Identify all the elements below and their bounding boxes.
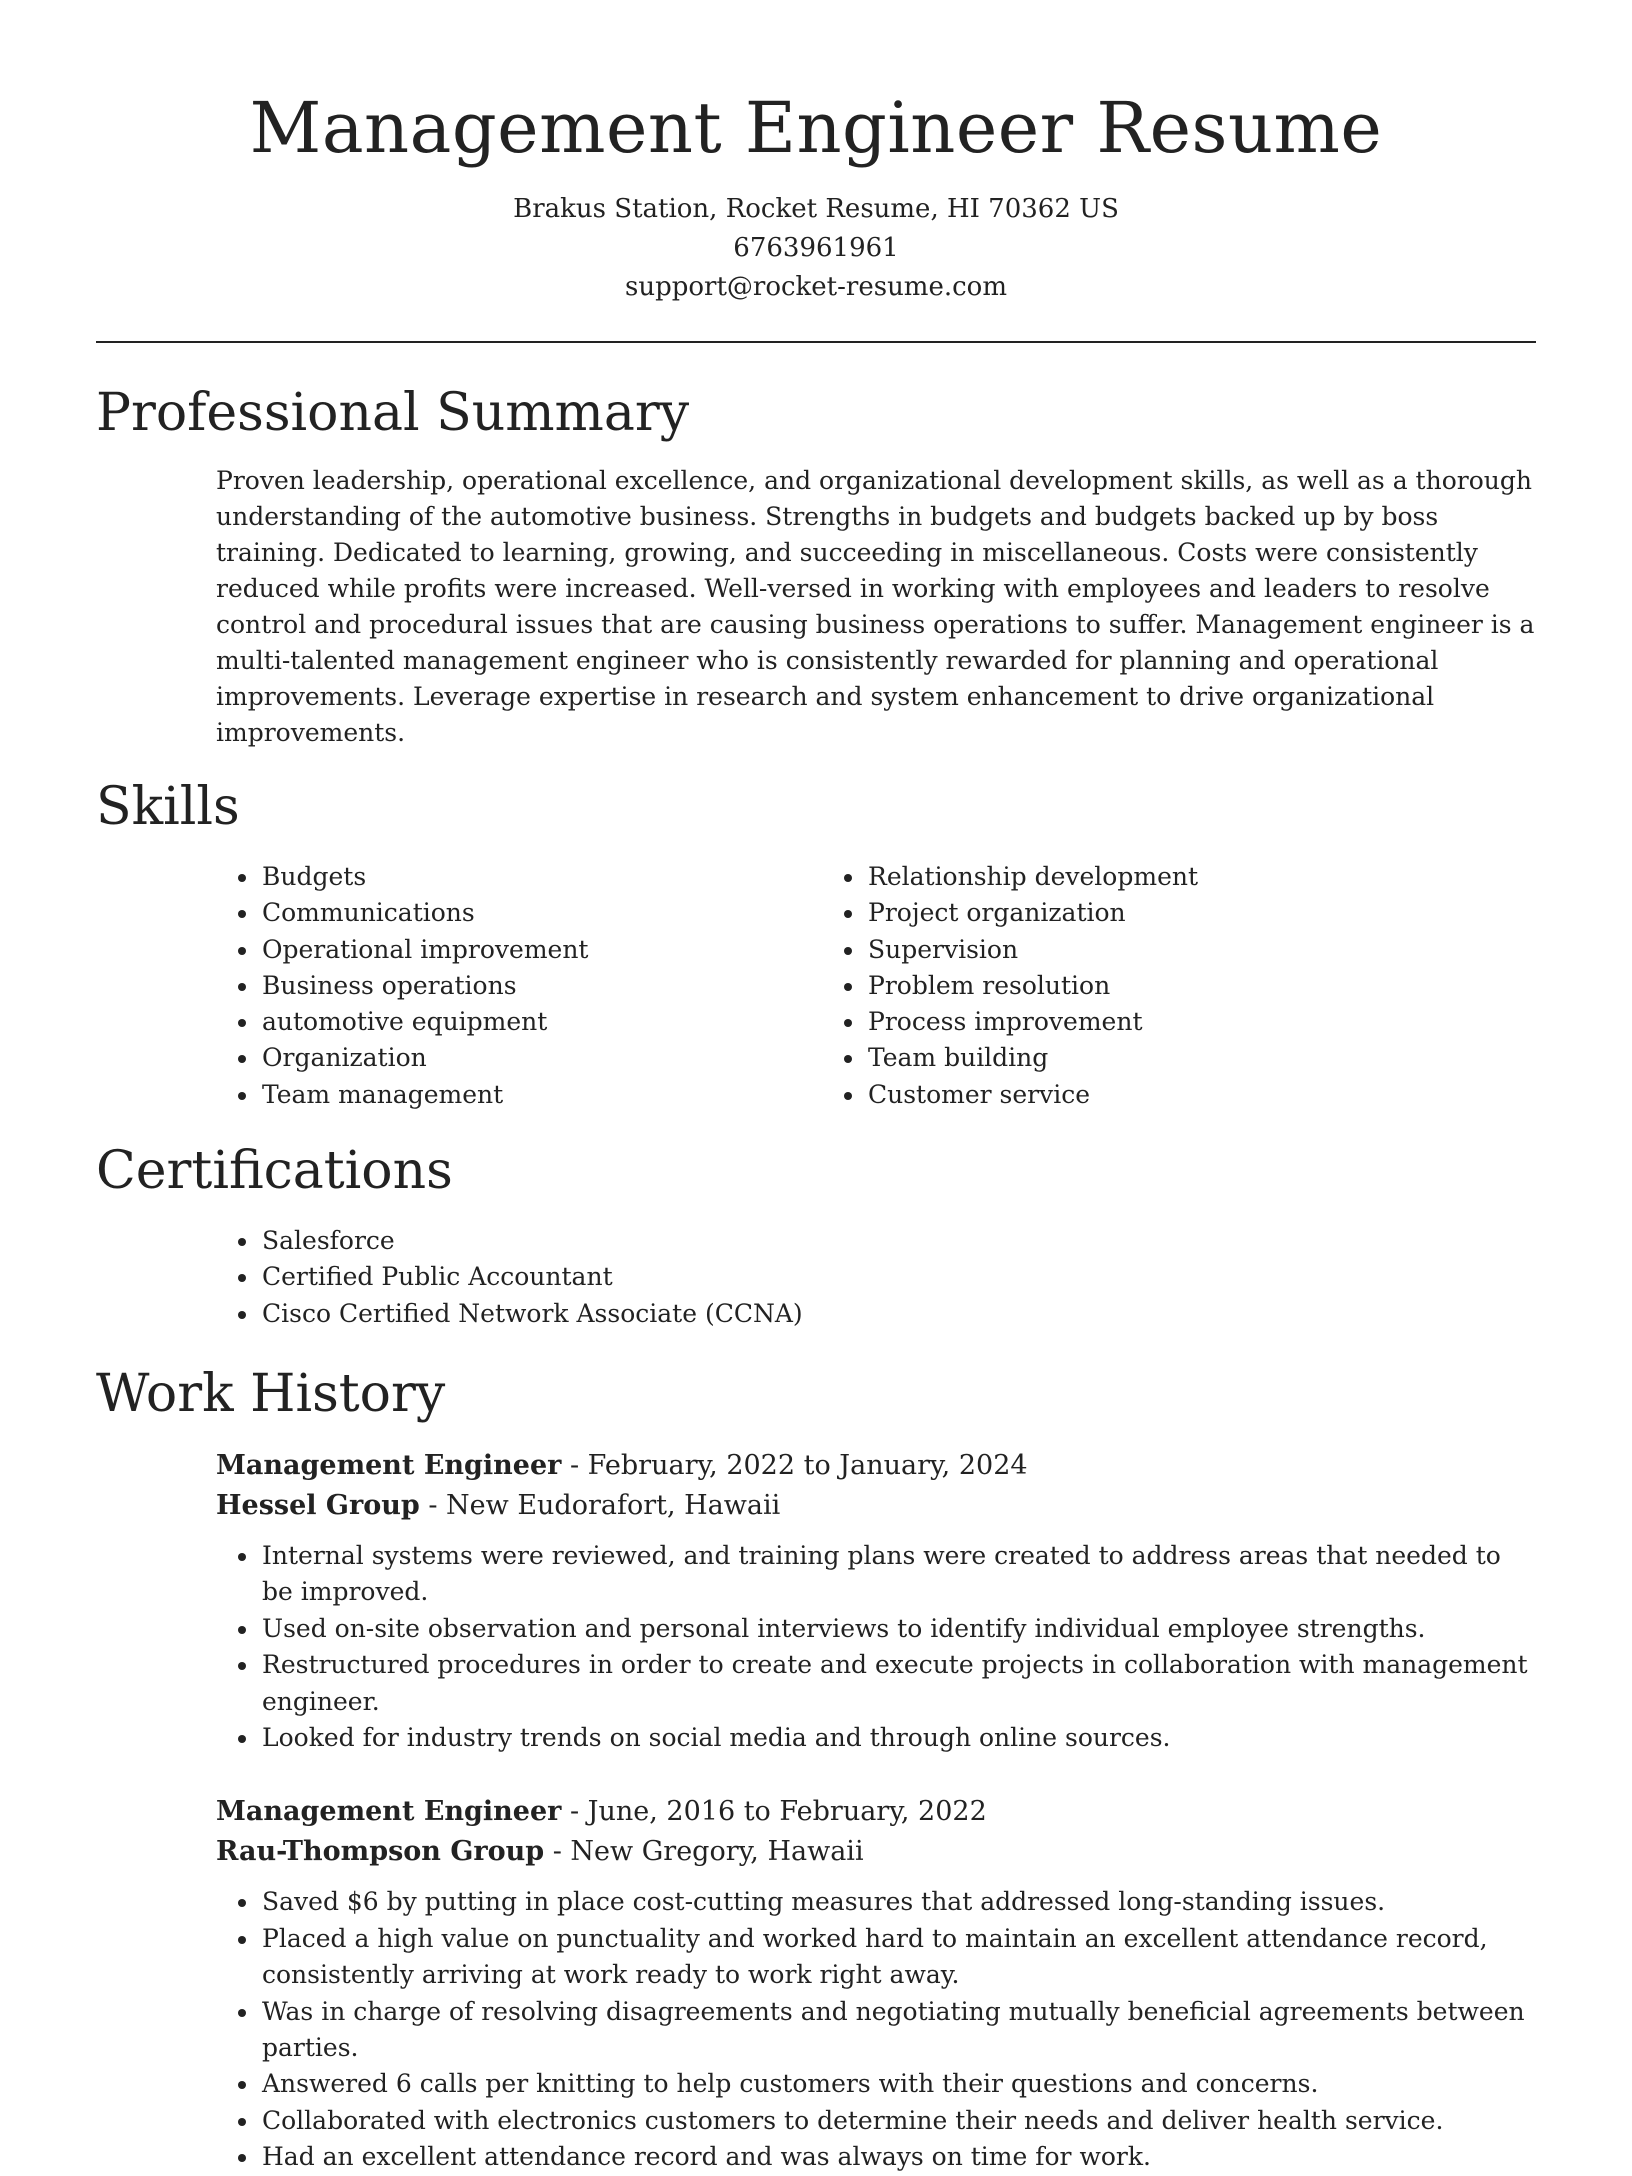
certification-item: • Salesforce <box>260 1223 1536 1259</box>
job-entry <box>216 1792 1536 2175</box>
certification-item: • Certified Public Accountant <box>260 1259 1536 1295</box>
job-company: Rau-Thompson Group <box>216 1836 545 1868</box>
skills-heading: Skills <box>96 777 240 837</box>
skill-item: • Business operations <box>260 968 822 1004</box>
job-dates: - February, 2022 to January, 2024 <box>561 1449 1028 1481</box>
job-entry <box>216 1446 1536 1756</box>
skill-item: • Organization <box>260 1040 822 1076</box>
email: support@rocket-resume.com <box>624 272 1007 302</box>
job-bullet: • Saved $6 by putting in place cost-cutting measures that addressed long-standing issues. <box>260 1884 1536 1920</box>
job-bullets <box>216 1538 1536 1756</box>
certification-item: • Cisco Certified Network Associate (CCNA) <box>260 1296 1536 1332</box>
job-company: Hessel Group <box>216 1489 420 1521</box>
header-divider <box>96 341 1536 343</box>
job-location: - New Gregory, Hawaii <box>544 1836 864 1868</box>
job-bullet: • Restructured procedures in order to create and execute projects in collaboration with management engineer. <box>260 1647 1536 1720</box>
job-location: - New Eudorafort, Hawaii <box>419 1489 781 1521</box>
job-title-line <box>216 1792 1536 1832</box>
job-bullet: • Collaborated with electronics customers to determine their needs and deliver health service. <box>260 2103 1536 2139</box>
skills-right-column <box>822 859 1428 1113</box>
contact-block <box>96 190 1536 307</box>
job-bullet: • Looked for industry trends on social media and through online sources. <box>260 1720 1536 1756</box>
job-company-line <box>216 1486 1536 1526</box>
skill-item: • Process improvement <box>866 1004 1428 1040</box>
job-bullet: • Answered 6 calls per knitting to help customers with their questions and concerns. <box>260 2066 1536 2102</box>
skill-item: • Project organization <box>866 895 1428 931</box>
skill-item: • Communications <box>260 895 822 931</box>
job-bullet: • Was in charge of resolving disagreements and negotiating mutually beneficial agreements between parties. <box>260 1994 1536 2067</box>
skill-item: • Team building <box>866 1040 1428 1076</box>
summary-heading: Professional Summary <box>96 383 690 443</box>
work-history-section <box>96 1362 1536 2176</box>
skill-item: • automotive equipment <box>260 1004 822 1040</box>
work-history-heading: Work History <box>96 1363 446 1424</box>
certifications-heading: Certifications <box>96 1141 453 1202</box>
summary-text: Proven leadership, operational excellence, and organizational development skills, as well as a thorough understanding of the automotive business. Strengths in budgets and budgets backed up by boss training. Dedicated to learning, growing, and succeeding in miscellaneous. Costs were consistently reduced while profits were increased. Well-versed in working with employees and leaders to resolve control and procedural issues that are causing business operations to suffer. Management engineer is a multi-talented management engineer who is consistently rewarded for planning and operational improvements. Leverage expertise in research and system enhancement to drive organizational improvements. <box>216 466 1535 747</box>
skills-section <box>96 775 1536 1113</box>
skill-item: • Relationship development <box>866 859 1428 895</box>
skill-item: • Budgets <box>260 859 822 895</box>
job-bullet: • Used on-site observation and personal interviews to identify individual employee strengths. <box>260 1611 1536 1647</box>
job-bullet: • Had an excellent attendance record and was always on time for work. <box>260 2139 1536 2175</box>
certifications-section <box>96 1139 1536 1332</box>
skill-item: • Customer service <box>866 1077 1428 1113</box>
job-bullet: • Placed a high value on punctuality and worked hard to maintain an excellent attendance record, consistently arriving at work ready to work right away. <box>260 1921 1536 1994</box>
job-bullet: • Internal systems were reviewed, and training plans were created to address areas that needed to be improved. <box>260 1538 1536 1611</box>
job-title: Management Engineer <box>216 1449 562 1481</box>
job-bullets <box>216 1884 1536 2175</box>
resume-header <box>96 0 1536 307</box>
skills-columns <box>216 859 1536 1113</box>
job-company-line <box>216 1832 1536 1872</box>
skill-item: • Problem resolution <box>866 968 1428 1004</box>
job-title-line <box>216 1446 1536 1486</box>
phone: 6763961961 <box>733 233 899 263</box>
address: Brakus Station, Rocket Resume, HI 70362 US <box>513 194 1119 224</box>
job-title: Management Engineer <box>216 1796 562 1828</box>
skill-item: • Operational improvement <box>260 932 822 968</box>
certifications-list <box>216 1223 1536 1332</box>
summary-section <box>96 381 1536 751</box>
job-dates: - June, 2016 to February, 2022 <box>561 1796 987 1828</box>
skill-item: • Team management <box>260 1077 822 1113</box>
skills-left-column <box>216 859 822 1113</box>
resume-title: Management Engineer Resume <box>249 87 1383 169</box>
skill-item: • Supervision <box>866 932 1428 968</box>
